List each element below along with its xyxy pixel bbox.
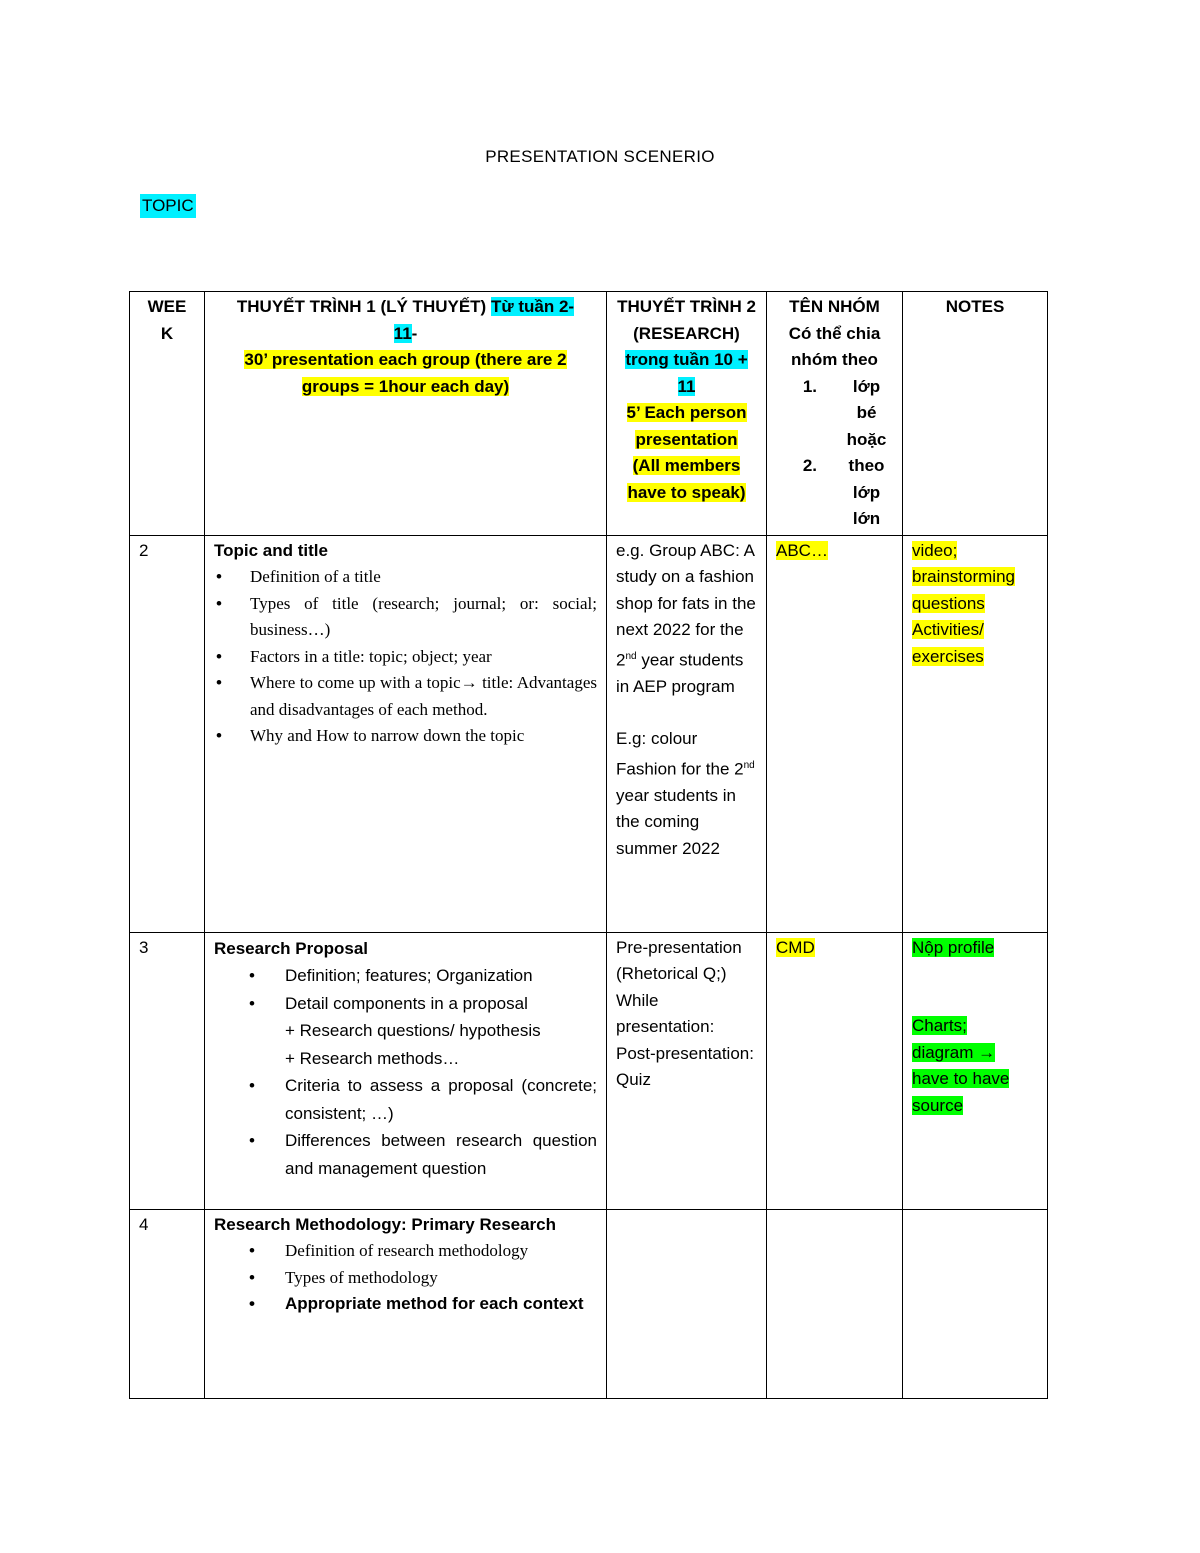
list-item: • Differences between research question and management question [285,1127,597,1182]
research-cell: Pre-presentation (Rhetorical Q;) While presentation: Post-presentation: Quiz [607,932,767,1209]
topic-title: Research Methodology: Primary Research [214,1214,557,1234]
list-item: • Criteria to assess a proposal (concrete; consistent; …) [285,1072,597,1127]
list-item: • Types of methodology [285,1265,597,1292]
group-cell [767,535,903,932]
example-1: e.g. Group ABC: A study on a fashion shop for fats in the next 2022 for the 2nd year students in AEP program [616,540,756,696]
topic-bullets [214,1238,597,1318]
topic-bullets [214,564,597,750]
group-option: 2. theo lớp lớn [802,456,885,528]
presentation-1-format: 30’ presentation each group (there are 2 groups = 1hour each day) [244,350,567,396]
header-presentation-2: THUYẾT TRÌNH 2 (RESEARCH) trong tuần 10 + 11 5’ Each person presentation (All members have to speak) [607,292,767,536]
list-item: • Types of title (research; journal; or: social; business…) [250,591,597,644]
header-group-name: TÊN NHÓM Có thể chia nhóm theo 1. lớp bé hoặc 2. theo lớp lớn [767,292,903,536]
table-row [130,1209,1048,1398]
header-presentation-1: THUYẾT TRÌNH 1 (LÝ THUYẾT) Từ tuần 2- 11- 30’ presentation each group (there are 2 groups = 1hour each day) [205,292,607,536]
page-title: PRESENTATION SCENERIO [485,147,715,166]
notes-cell [903,1209,1048,1398]
topic-title: Topic and title [214,540,328,560]
group-badge: CMD [776,937,815,957]
list-item: • Where to come up with a topic→ title: Advantages and disadvantages of each method. [250,670,597,723]
group-cell [767,1209,903,1398]
list-item: • Definition of a title [250,564,597,591]
header-row [130,292,1048,536]
notes-cell: video; brainstorming questions Activities/ exercises [903,535,1048,932]
group-options-list [773,374,896,533]
week-cell: 3 [130,932,205,1209]
notes-cell: Nộp profile Charts; diagram → have to have source [903,932,1048,1209]
theory-cell [205,932,607,1209]
topic-label: TOPIC [140,194,196,218]
table-row [130,535,1048,932]
group-option: 1. lớp bé hoặc [802,376,887,449]
list-item: • Definition of research methodology [285,1238,597,1265]
week-cell: 2 [130,535,205,932]
group-badge: ABC… [776,540,828,560]
schedule-table [129,291,1048,1399]
list-item: • Factors in a title: topic; object; year [250,644,597,671]
research-cell [607,1209,767,1398]
header-week: WEE K [130,292,205,536]
header-notes: NOTES [903,292,1048,536]
list-item: • Appropriate method for each context [285,1291,597,1318]
example-2: E.g: colour Fashion for the 2nd year students in the coming summer 2022 [616,729,755,858]
week-cell: 4 [130,1209,205,1398]
table-row [130,932,1048,1209]
group-cell [767,932,903,1209]
list-item: • Why and How to narrow down the topic [250,723,597,750]
list-item: • Detail components in a proposal + Research questions/ hypothesis + Research methods… [285,990,597,1073]
theory-cell [205,1209,607,1398]
topic-title: Research Proposal [214,938,369,958]
list-item: • Definition; features; Organization [285,962,597,990]
research-cell [607,535,767,932]
theory-cell [205,535,607,932]
topic-bullets [214,962,597,1182]
